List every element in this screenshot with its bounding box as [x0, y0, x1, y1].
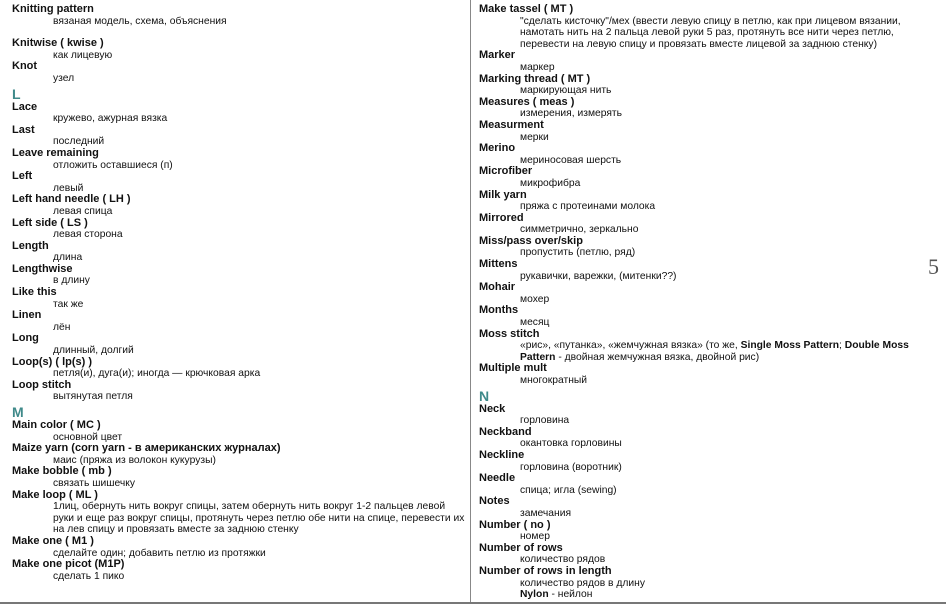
glossary-term: Neck [479, 402, 506, 415]
glossary-definition: кружево, ажурная вязка [53, 113, 168, 125]
glossary-left-column [12, 4, 467, 582]
definition-text: «рис», «путанка», «жемчужная вязка» (то же, [520, 340, 741, 352]
glossary-definition: маис (пряжа из волокон кукурузы) [53, 454, 216, 466]
definition-text: ; [839, 340, 845, 352]
glossary-term: Last [12, 123, 35, 136]
glossary-term: Nylon [520, 589, 549, 601]
glossary-definition: петля(и), дуга(и); иногда — крючковая арка [53, 368, 261, 380]
glossary-definition: связать шишечку [53, 477, 136, 489]
glossary-definition: последний [53, 136, 105, 148]
glossary-term: Mirrored [479, 211, 524, 224]
glossary-term: Marker [479, 49, 516, 62]
glossary-term: Notes [479, 495, 510, 508]
glossary-term: Left [12, 170, 33, 183]
glossary-definition: микрофибра [520, 177, 581, 189]
glossary-definition: замечания [520, 507, 572, 519]
glossary-term: Neckline [479, 448, 525, 461]
glossary-term: Knitwise ( kwise ) [12, 37, 104, 50]
glossary-term: Lengthwise [12, 262, 73, 275]
glossary-definition: измерения, измерять [520, 108, 623, 120]
glossary-definition: 1лиц, обернуть нить вокруг спицы, затем обернуть нить вокруг 1-2 пальцев левой руки и еще раз вокруг спицы, протянуть через петлю обе нити на спице, перевести их на лев спицу и провязать вместе за заднюю стенку [53, 501, 465, 536]
glossary-definition: длина [53, 252, 83, 264]
glossary-definition: вытянутая петля [53, 391, 133, 403]
glossary-term: Loop stitch [12, 378, 72, 391]
glossary-definition: пропустить (петлю, ряд) [520, 247, 636, 259]
glossary-term: Make tassel ( MT ) [479, 3, 574, 15]
glossary-definition: горловина [520, 415, 570, 427]
glossary-term: Measurment [479, 118, 544, 131]
glossary-term: Mohair [479, 281, 516, 294]
glossary-term: Mittens [479, 258, 518, 271]
glossary-term: Neckband [479, 425, 532, 438]
glossary-definition: в длину [53, 275, 90, 287]
glossary-definition: окантовка горловины [520, 438, 622, 450]
glossary-term: Maize yarn (corn yarn - в американских журналах) [12, 442, 281, 455]
glossary-term: Make loop ( ML ) [12, 488, 98, 501]
glossary-term-inline: Double Moss Pattern [520, 340, 909, 363]
section-letter: N [479, 387, 490, 404]
glossary-term: Needle [479, 472, 516, 485]
glossary-definition: пряжа с протеинами молока [520, 201, 656, 213]
glossary-term: Merino [479, 142, 516, 155]
glossary-definition: количество рядов [520, 554, 606, 566]
glossary-term: Measures ( meas ) [479, 95, 575, 108]
glossary-definition: лён [53, 321, 71, 333]
definition-text: - нейлон [548, 589, 593, 601]
glossary-definition: маркер [520, 61, 555, 73]
glossary-term: Like this [12, 286, 57, 299]
glossary-definition: левая спица [53, 205, 113, 217]
glossary-term: Knitting pattern [12, 3, 94, 15]
glossary-definition: маркирующая нить [520, 85, 612, 97]
glossary-definition: месяц [520, 317, 550, 329]
glossary-term: Knot [12, 60, 38, 73]
glossary-definition: рукавички, варежки, (митенки??) [520, 270, 677, 282]
column-divider [470, 0, 471, 602]
glossary-term: Moss stitch [479, 327, 540, 340]
glossary-definition: "сделать кисточку"/мех (ввести левую спицу в петлю, как при лицевом вязании, намотать нить на 2 пальца левой руки 5 раз, протянуть все нити через петлю, перевести на левую спицу и провязать вместе лицевой за заднюю стенку) [520, 15, 901, 50]
glossary-definition: номер [520, 531, 550, 543]
glossary-right-column [479, 4, 919, 601]
glossary-definition: вязаная модель, схема, объяснения [53, 15, 227, 27]
glossary-term: Make one picot (M1P) [12, 558, 125, 571]
glossary-definition: сделайте один; добавить петлю из протяжки [53, 547, 266, 559]
bottom-rule [0, 602, 946, 604]
glossary-definition: мерки [520, 131, 549, 143]
glossary-definition [479, 589, 919, 601]
glossary-definition: длинный, долгий [53, 345, 134, 357]
glossary-term: Months [479, 304, 519, 317]
glossary-term: Number ( no ) [479, 518, 551, 531]
section-letter: M [12, 404, 24, 420]
glossary-term: Leave remaining [12, 146, 99, 159]
glossary-term: Long [12, 332, 39, 345]
glossary-term: Length [12, 239, 49, 252]
glossary-term: Number of rows [479, 541, 563, 554]
glossary-definition: так же [53, 298, 84, 310]
glossary-definition: симметрично, зеркально [520, 224, 639, 236]
glossary-definition: как лицевую [53, 49, 113, 61]
glossary-definition: горловина (воротник) [520, 461, 622, 473]
glossary-definition: левый [53, 182, 84, 194]
glossary-definition: основной цвет [53, 431, 123, 443]
section-letter: L [12, 85, 21, 102]
glossary-term: Marking thread ( MT ) [479, 72, 591, 85]
glossary-term: Milk yarn [479, 188, 527, 201]
glossary-term: Make bobble ( mb ) [12, 465, 112, 478]
glossary-definition: количество рядов в длину [520, 577, 645, 589]
definition-text: - двойная жемчужная вязка, двойной рис) [555, 351, 760, 363]
glossary-term-inline: Single Moss Pattern [740, 340, 840, 352]
glossary-term: Left hand needle ( LH ) [12, 193, 131, 206]
glossary-definition: сделать 1 пико [53, 570, 125, 582]
glossary-definition [479, 340, 919, 363]
page-number: 5 [928, 254, 939, 279]
glossary-definition: многократный [520, 375, 588, 386]
glossary-term: Microfiber [479, 165, 533, 178]
glossary-definition: отложить оставшиеся (п) [53, 159, 173, 171]
glossary-term: Left side ( LS ) [12, 216, 88, 229]
glossary-definition: мериносовая шерсть [520, 154, 622, 166]
glossary-definition: мохер [520, 293, 550, 305]
glossary-term: Loop(s) ( lp(s) ) [12, 355, 93, 368]
glossary-definition: левая сторона [53, 229, 123, 241]
glossary-term: Lace [12, 100, 38, 113]
glossary-definition: узел [53, 72, 75, 84]
glossary-term: Miss/pass over/skip [479, 234, 583, 247]
glossary-term: Multiple mult [479, 362, 547, 375]
glossary-definition: спица; игла (sewing) [520, 484, 617, 496]
glossary-term: Number of rows in length [479, 564, 612, 577]
glossary-term: Main color ( MC ) [12, 419, 101, 431]
glossary-term: Make one ( M1 ) [12, 534, 94, 547]
glossary-term: Linen [12, 309, 42, 322]
